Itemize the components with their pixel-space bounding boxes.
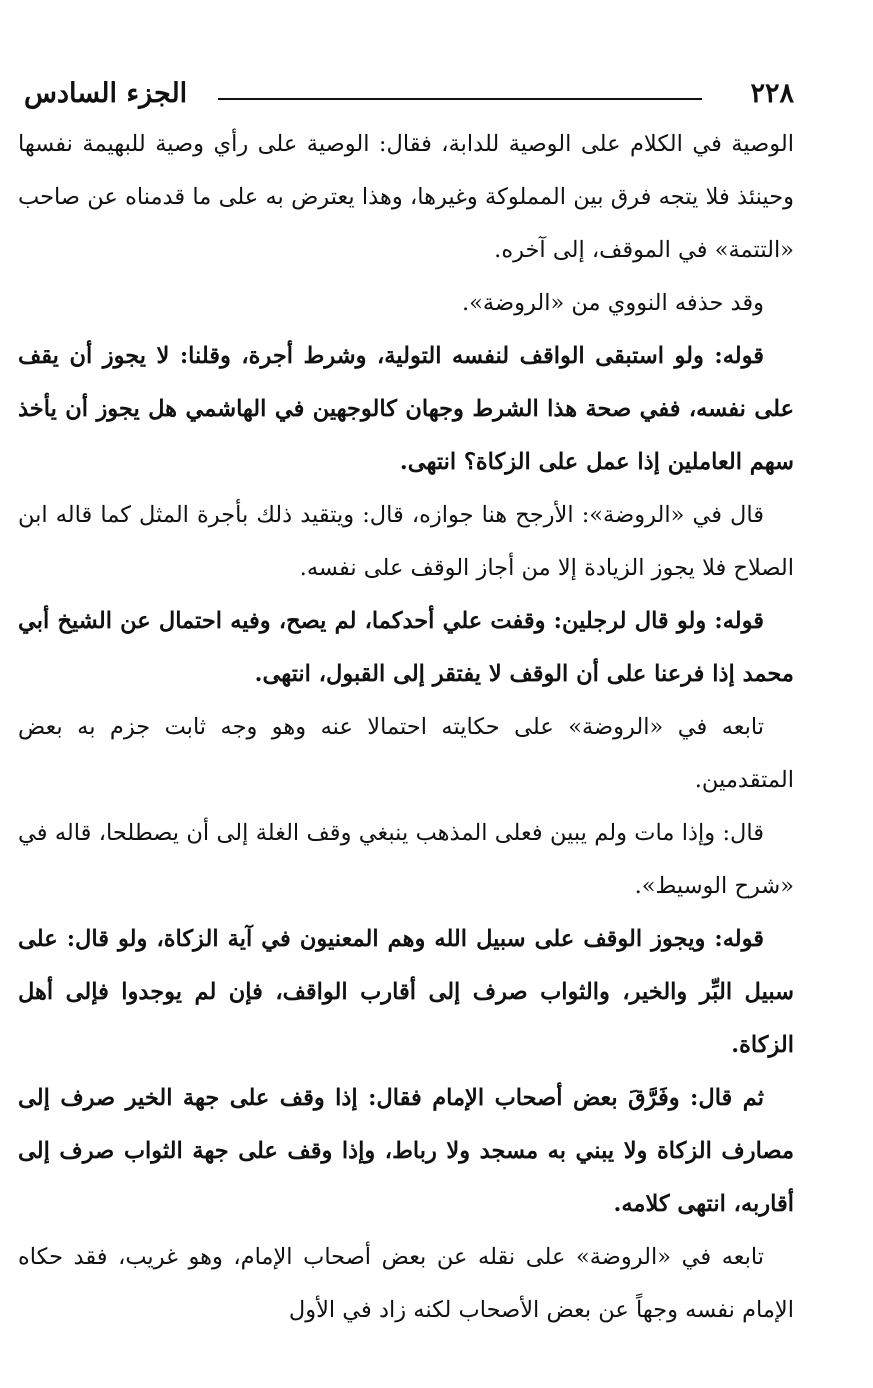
running-title: الجزء السادس (24, 78, 188, 109)
paragraph-4: قال في «الروضة»: الأرجح هنا جوازه، قال: ويتقيد ذلك بأجرة المثل كما قاله ابن الصلاح فلا يجوز الزيادة إلا من أجاز الوقف على نفسه. (18, 502, 794, 581)
paragraph-1: الوصية في الكلام على الوصية للدابة، فقال: الوصية على رأي وصية للبهيمة نفسها وحينئذ فلا يتجه فرق بين المملوكة وغيرها، وهذا يعترض به على ما قدمناه عن صاحب «التتمة» في الموقف، إلى آخره. (18, 131, 794, 263)
paragraph-9-quote: ثم قال: وفَرَّقَ بعض أصحاب الإمام فقال: إذا وقف على جهة الخير صرف إلى مصارف الزكاة ولا يبني به مسجد ولا رباط، وإذا وقف على جهة الثواب صرف إلى أقاربه، انتهى كلامه. (18, 1085, 794, 1217)
page-number: ٢٢٨ (750, 78, 794, 109)
page-header (18, 76, 794, 118)
paragraph-3-quote: قوله: ولو استبقى الواقف لنفسه التولية، وشرط أجرة، وقلنا: لا يجوز أن يقف على نفسه، ففي صحة هذا الشرط وجهان كالوجهين في الهاشمي هل يجوز أن يأخذ سهم العاملين إذا عمل على الزكاة؟ انتهى. (18, 343, 794, 475)
paragraph-10: تابعه في «الروضة» على نقله عن بعض أصحاب الإمام، وهو غريب، فقد حكاه الإمام نفسه وجهاً عن بعض الأصحاب لكنه زاد في الأول (18, 1244, 794, 1323)
paragraph-7: قال: وإذا مات ولم يبين فعلى المذهب ينبغي وقف الغلة إلى أن يصطلحا، قاله في «شرح الوسيط». (18, 820, 794, 899)
paragraph-5-quote: قوله: ولو قال لرجلين: وقفت علي أحدكما، لم يصح، وفيه احتمال عن الشيخ أبي محمد إذا فرعنا على أن الوقف لا يفتقر إلى القبول، انتهى. (18, 608, 794, 687)
paragraph-2: وقد حذفه النووي من «الروضة». (462, 290, 764, 316)
paragraph-8-quote: قوله: ويجوز الوقف على سبيل الله وهم المعنيون في آية الزكاة، ولو قال: على سبيل البِّر والخير، والثواب صرف إلى أقارب الواقف، فإن لم يوجدوا فإلى أهل الزكاة. (18, 926, 794, 1058)
page-body (18, 118, 794, 1337)
paragraph-6: تابعه في «الروضة» على حكايته احتمالا عنه وهو وجه ثابت جزم به بعض المتقدمين. (18, 714, 794, 793)
book-page (18, 76, 794, 1337)
header-rule (218, 98, 702, 100)
